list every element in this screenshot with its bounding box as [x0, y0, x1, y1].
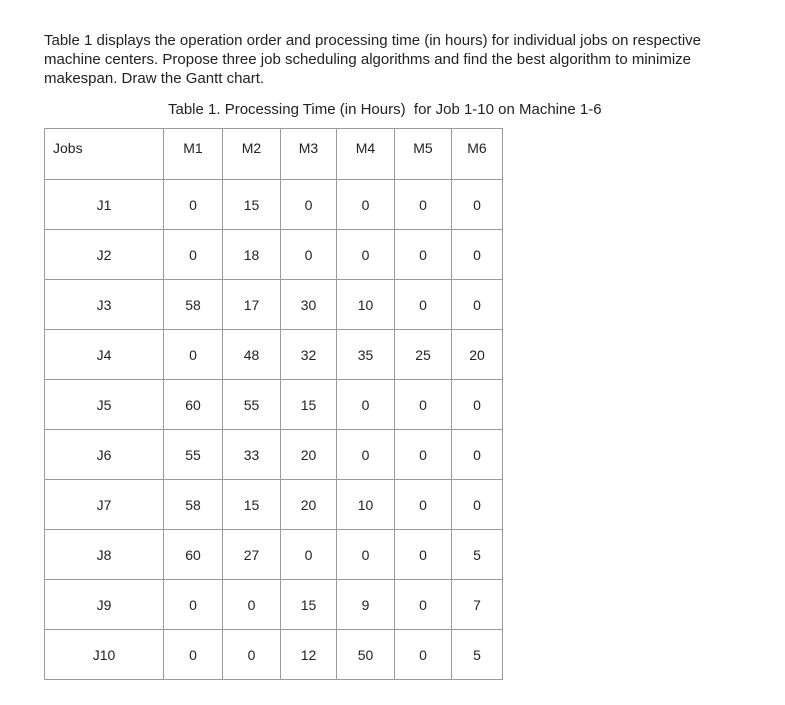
processing-time-cell: 0	[452, 230, 503, 280]
processing-time-cell: 50	[337, 630, 395, 680]
processing-time-cell: 0	[395, 480, 452, 530]
processing-time-cell: 0	[395, 180, 452, 230]
processing-time-cell: 32	[281, 330, 337, 380]
processing-time-cell: 0	[395, 280, 452, 330]
processing-time-cell: 0	[337, 180, 395, 230]
processing-time-cell: 0	[281, 180, 337, 230]
processing-time-cell: 15	[223, 180, 281, 230]
processing-time-cell: 33	[223, 430, 281, 480]
processing-time-cell: 30	[281, 280, 337, 330]
header-m2: M2	[223, 129, 281, 180]
processing-time-cell: 20	[452, 330, 503, 380]
processing-time-cell: 0	[395, 630, 452, 680]
processing-time-cell: 0	[337, 380, 395, 430]
processing-time-cell: 0	[452, 380, 503, 430]
processing-time-cell: 0	[452, 430, 503, 480]
header-m4: M4	[337, 129, 395, 180]
processing-time-cell: 0	[164, 630, 223, 680]
table-row	[45, 530, 503, 580]
table-row	[45, 430, 503, 480]
processing-time-cell: 5	[452, 630, 503, 680]
processing-time-cell: 25	[395, 330, 452, 380]
job-label-cell: J4	[45, 330, 164, 380]
table-row	[45, 480, 503, 530]
processing-time-cell: 48	[223, 330, 281, 380]
processing-time-table	[44, 128, 503, 680]
processing-time-cell: 20	[281, 480, 337, 530]
job-label-cell: J8	[45, 530, 164, 580]
problem-statement: Table 1 displays the operation order and processing time (in hours) for individual jobs on respective machine centers. Propose three job scheduling algorithms and find the best algorithm to minimize makespan. Draw the Gantt chart.	[44, 32, 702, 87]
job-label-cell: J6	[45, 430, 164, 480]
table-caption: Table 1. Processing Time (in Hours) for Job 1-10 on Machine 1-6	[168, 101, 602, 118]
processing-time-cell: 55	[164, 430, 223, 480]
processing-time-cell: 17	[223, 280, 281, 330]
header-m5: M5	[395, 129, 452, 180]
table-row	[45, 380, 503, 430]
processing-time-cell: 0	[164, 230, 223, 280]
processing-time-cell: 9	[337, 580, 395, 630]
header-jobs: Jobs	[45, 129, 164, 180]
table-row	[45, 180, 503, 230]
processing-time-cell: 18	[223, 230, 281, 280]
processing-time-cell: 0	[395, 380, 452, 430]
processing-time-cell: 0	[164, 330, 223, 380]
table-header-row	[45, 129, 503, 180]
processing-time-cell: 0	[337, 230, 395, 280]
processing-time-cell: 0	[395, 230, 452, 280]
processing-time-cell: 10	[337, 480, 395, 530]
processing-time-cell: 0	[281, 230, 337, 280]
processing-time-cell: 0	[395, 430, 452, 480]
processing-time-cell: 12	[281, 630, 337, 680]
processing-time-cell: 0	[223, 630, 281, 680]
processing-time-cell: 0	[281, 530, 337, 580]
processing-time-cell: 0	[337, 530, 395, 580]
job-label-cell: J10	[45, 630, 164, 680]
processing-time-cell: 35	[337, 330, 395, 380]
processing-time-cell: 60	[164, 380, 223, 430]
processing-time-cell: 10	[337, 280, 395, 330]
processing-time-cell: 15	[281, 580, 337, 630]
processing-time-cell: 58	[164, 480, 223, 530]
processing-time-cell: 0	[452, 180, 503, 230]
job-label-cell: J1	[45, 180, 164, 230]
processing-time-cell: 15	[223, 480, 281, 530]
processing-time-cell: 7	[452, 580, 503, 630]
processing-time-cell: 55	[223, 380, 281, 430]
job-label-cell: J9	[45, 580, 164, 630]
processing-time-cell: 0	[452, 280, 503, 330]
job-label-cell: J7	[45, 480, 164, 530]
processing-time-cell: 0	[164, 180, 223, 230]
processing-time-cell: 0	[164, 580, 223, 630]
processing-time-cell: 27	[223, 530, 281, 580]
processing-time-cell: 60	[164, 530, 223, 580]
table-row	[45, 330, 503, 380]
table-row	[45, 230, 503, 280]
job-label-cell: J3	[45, 280, 164, 330]
processing-time-cell: 0	[337, 430, 395, 480]
table-row	[45, 580, 503, 630]
header-m3: M3	[281, 129, 337, 180]
table-row	[45, 630, 503, 680]
processing-time-cell: 0	[452, 480, 503, 530]
table-row	[45, 280, 503, 330]
job-label-cell: J5	[45, 380, 164, 430]
header-m6: M6	[452, 129, 503, 180]
processing-time-cell: 0	[395, 580, 452, 630]
processing-time-cell: 15	[281, 380, 337, 430]
job-label-cell: J2	[45, 230, 164, 280]
header-m1: M1	[164, 129, 223, 180]
processing-time-cell: 0	[395, 530, 452, 580]
table-body	[45, 180, 503, 680]
processing-time-cell: 58	[164, 280, 223, 330]
processing-time-cell: 20	[281, 430, 337, 480]
processing-time-cell: 0	[223, 580, 281, 630]
processing-time-cell: 5	[452, 530, 503, 580]
